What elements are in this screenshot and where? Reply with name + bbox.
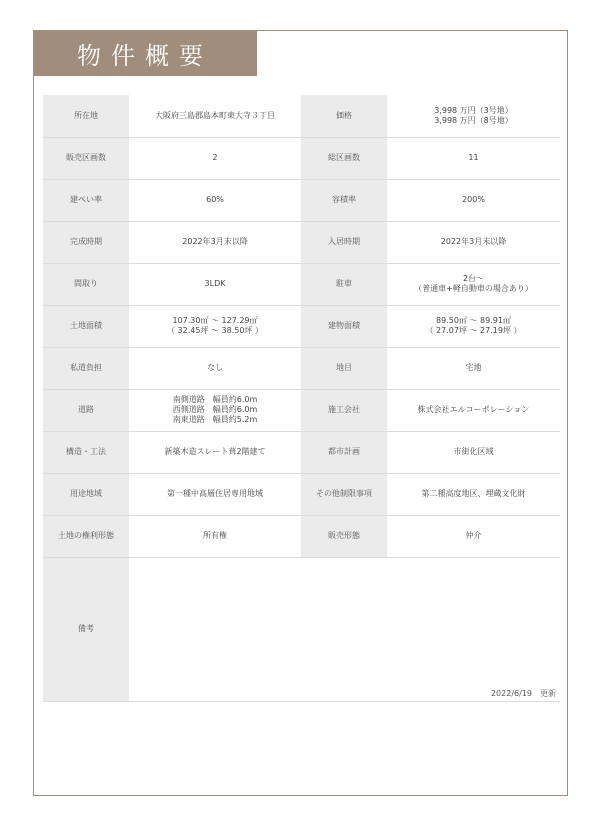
spec-label: 所在地 [43, 95, 129, 137]
spec-value: なし [129, 347, 301, 389]
spec-value: 3,998 万円（3号地） 3,998 万円（8号地） [387, 95, 560, 137]
table-row [43, 515, 560, 557]
spec-value: 3LDK [129, 263, 301, 305]
spec-label: 私道負担 [43, 347, 129, 389]
spec-value: 2022年3月末以降 [129, 221, 301, 263]
spec-value: 2022年3月末以降 [387, 221, 560, 263]
spec-value: 107.30㎡ ～ 127.29㎡ （ 32.45坪 ～ 38.50坪 ） [129, 305, 301, 347]
spec-label: 土地の権利形態 [43, 515, 129, 557]
spec-value: 200% [387, 179, 560, 221]
spec-label: 価格 [301, 95, 387, 137]
spec-value: 第二種高度地区、埋蔵文化財 [387, 473, 560, 515]
spec-label: 地目 [301, 347, 387, 389]
table-row [43, 137, 560, 179]
spec-value: 大阪府三島郡島本町東大寺３丁目 [129, 95, 301, 137]
spec-label: 用途地域 [43, 473, 129, 515]
table-row-remarks [43, 557, 560, 701]
table-row [43, 431, 560, 473]
remarks-label: 備考 [43, 557, 129, 701]
spec-label: 構造・工法 [43, 431, 129, 473]
spec-value: 仲介 [387, 515, 560, 557]
spec-label: 総区画数 [301, 137, 387, 179]
spec-label: 販売形態 [301, 515, 387, 557]
table-row [43, 95, 560, 137]
spec-value: 株式会社エルコーポレーション [387, 389, 560, 431]
table-row [43, 221, 560, 263]
table-row [43, 305, 560, 347]
spec-value: 11 [387, 137, 560, 179]
spec-value: 所有権 [129, 515, 301, 557]
table-row [43, 347, 560, 389]
spec-label: その他制限事項 [301, 473, 387, 515]
spec-value: 宅地 [387, 347, 560, 389]
spec-label: 容積率 [301, 179, 387, 221]
spec-label: 都市計画 [301, 431, 387, 473]
remarks-value [129, 557, 560, 701]
spec-value: 60% [129, 179, 301, 221]
spec-label: 建物面積 [301, 305, 387, 347]
spec-label: 建ぺい率 [43, 179, 129, 221]
property-spec-table [43, 95, 560, 702]
spec-value: 2台～ （普通車+軽自動車の場合あり） [387, 263, 560, 305]
spec-value: 2 [129, 137, 301, 179]
spec-label: 施工会社 [301, 389, 387, 431]
table-row [43, 389, 560, 431]
spec-label: 道路 [43, 389, 129, 431]
spec-label: 販売区画数 [43, 137, 129, 179]
spec-label: 入居時期 [301, 221, 387, 263]
spec-value: 89.50㎡ ～ 89.91㎡ （ 27.07坪 ～ 27.19坪 ） [387, 305, 560, 347]
spec-value: 新築木造スレート葺2階建て [129, 431, 301, 473]
spec-value: 南側道路 幅員約6.0m 西側道路 幅員約6.0m 南東道路 幅員約5.2m [129, 389, 301, 431]
page-title: 物件概要 [33, 30, 257, 76]
spec-label: 駐車 [301, 263, 387, 305]
spec-label: 間取り [43, 263, 129, 305]
table-row [43, 179, 560, 221]
updated-date: 2022/6/19 更新 [490, 688, 556, 698]
spec-label: 土地面積 [43, 305, 129, 347]
table-row [43, 473, 560, 515]
spec-value: 市街化区域 [387, 431, 560, 473]
table-row [43, 263, 560, 305]
spec-label: 完成時期 [43, 221, 129, 263]
spec-value: 第一種中高層住居専用地域 [129, 473, 301, 515]
